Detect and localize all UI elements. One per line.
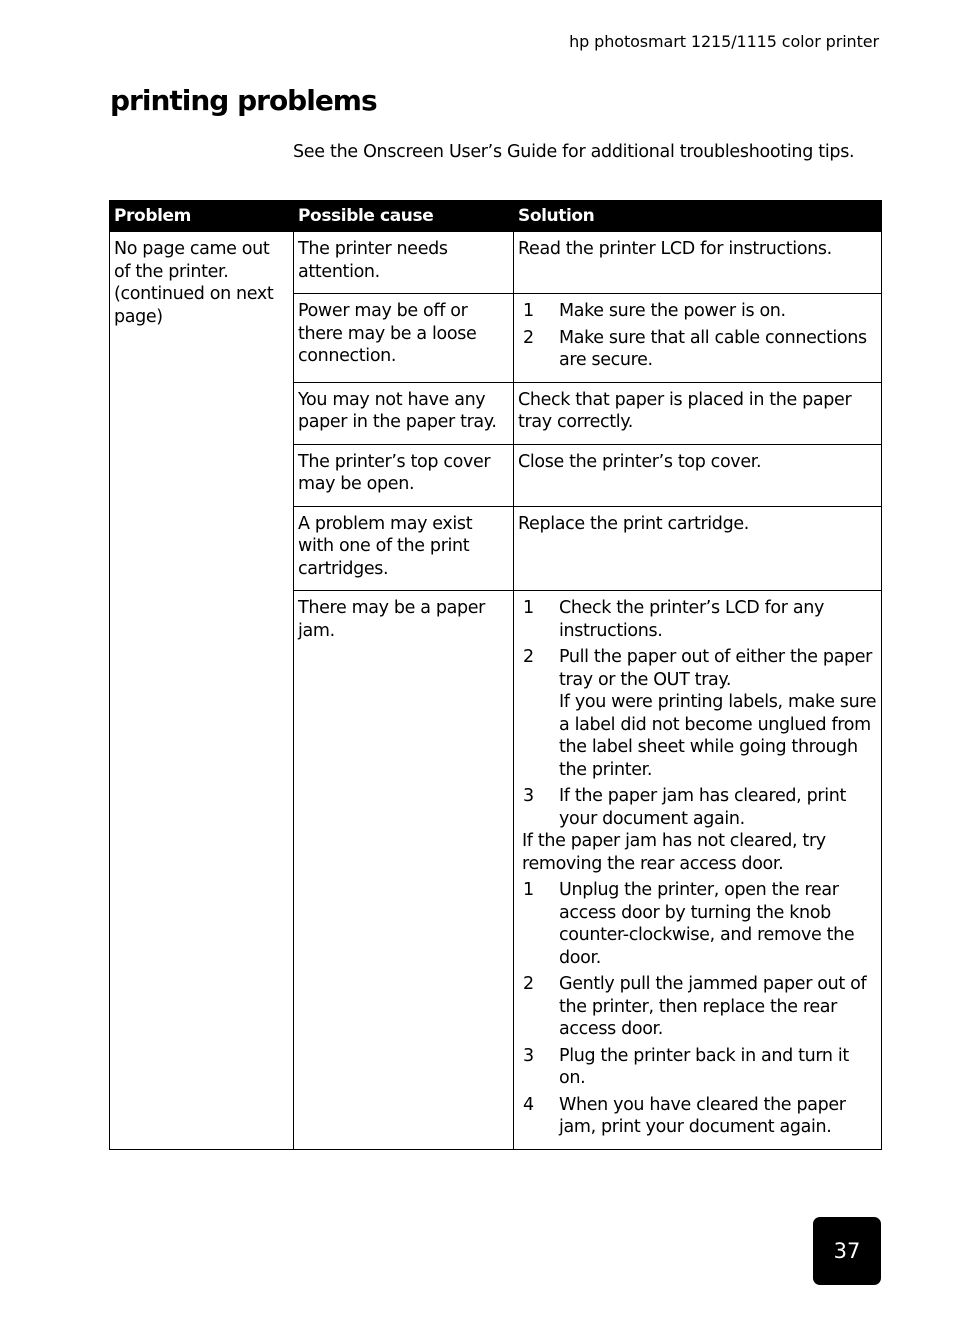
step-text: Make sure that all cable connections are secure. [559, 327, 867, 370]
solution-steps [518, 300, 877, 372]
step-number: 2 [523, 647, 534, 667]
table-header-row [110, 201, 882, 232]
step-item [518, 1094, 877, 1139]
cause-cell: There may be a paper jam. [294, 591, 514, 1150]
solution-note: If the paper jam has not cleared, try removing the rear access door. [522, 831, 826, 874]
step-text: If the paper jam has cleared, print your document again. [559, 786, 846, 829]
cause-cell: A problem may exist with one of the print cartridges. [294, 506, 514, 591]
step-number: 3 [523, 786, 534, 806]
page-number-badge: 37 [813, 1217, 881, 1285]
table-row [110, 232, 882, 294]
solution-steps-secondary [518, 879, 877, 1139]
step-item [518, 646, 877, 781]
header-possible-cause: Possible cause [294, 201, 514, 232]
troubleshooting-table [109, 200, 882, 1150]
cause-cell: Power may be off or there may be a loose connection. [294, 294, 514, 383]
step-item [518, 973, 877, 1041]
step-number: 1 [523, 598, 534, 618]
header-problem: Problem [110, 201, 294, 232]
solution-cell: Read the printer LCD for instructions. [514, 232, 882, 294]
step-number: 2 [523, 974, 534, 994]
page-title: printing problems [110, 84, 377, 117]
step-text: Plug the printer back in and turn it on. [559, 1045, 849, 1088]
step-item [518, 879, 877, 969]
step-text: Pull the paper out of either the paper tray or the OUT tray. [559, 647, 873, 690]
step-number: 1 [523, 880, 534, 900]
step-item [518, 327, 877, 372]
solution-cell: Check that paper is placed in the paper tray correctly. [514, 382, 882, 444]
solution-steps [518, 597, 877, 830]
step-item [518, 785, 877, 830]
cause-cell: The printer needs attention. [294, 232, 514, 294]
solution-cell [514, 591, 882, 1150]
solution-cell: Replace the print cartridge. [514, 506, 882, 591]
step-text-block [559, 646, 877, 781]
step-number: 2 [523, 327, 534, 348]
problem-cell: No page came out of the printer. (continued on next page) [110, 232, 294, 1150]
running-head: hp photosmart 1215/1115 color printer [569, 32, 879, 51]
step-number: 3 [523, 1045, 534, 1066]
step-item [518, 300, 877, 323]
step-number: 4 [523, 1094, 534, 1115]
step-text: When you have cleared the paper jam, print your document again. [559, 1094, 846, 1137]
step-text: Unplug the printer, open the rear access door by turning the knob counter-clockwise, and remove the door. [559, 880, 855, 968]
step-text: Check the printer’s LCD for any instructions. [559, 598, 824, 641]
cause-cell: The printer’s top cover may be open. [294, 444, 514, 506]
step-text: Gently pull the jammed paper out of the printer, then replace the rear access door. [559, 974, 867, 1039]
solution-cell: Close the printer’s top cover. [514, 444, 882, 506]
step-extra-text: If you were printing labels, make sure a label did not become unglued from the label sheet while going through the printer. [559, 692, 877, 780]
step-item [518, 1045, 877, 1090]
step-text: Make sure the power is on. [559, 301, 786, 321]
solution-cell [514, 294, 882, 383]
step-item [518, 597, 877, 642]
cause-cell: You may not have any paper in the paper tray. [294, 382, 514, 444]
step-number: 1 [523, 301, 534, 321]
header-solution: Solution [514, 201, 882, 232]
intro-text: See the Onscreen User’s Guide for additional troubleshooting tips. [293, 142, 855, 162]
